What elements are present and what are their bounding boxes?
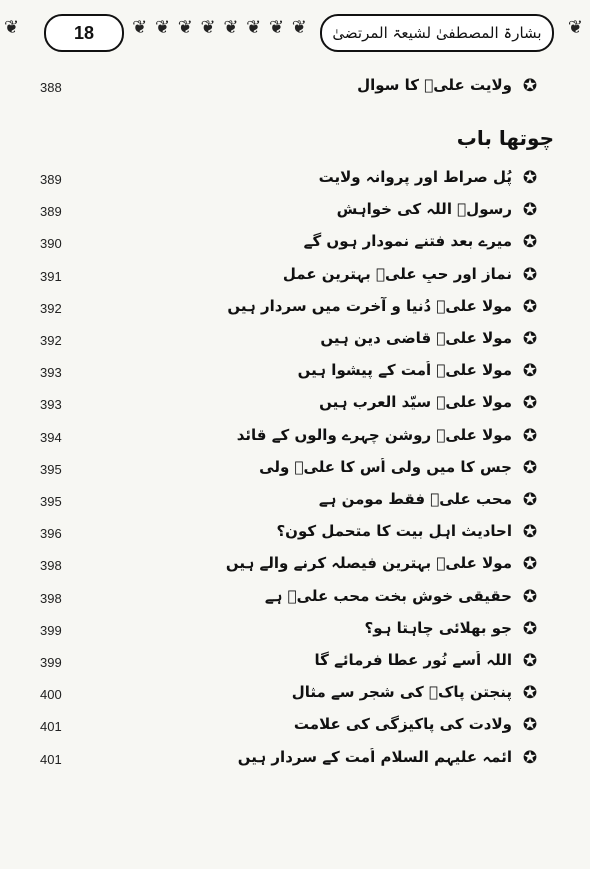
star-bullet-icon: ✪ [522,425,538,446]
star-bullet-icon: ✪ [522,618,538,639]
toc-page-number: 396 [40,526,62,542]
book-title: بشارۃ المصطفیٰ لشیعۃ المرتضیٰ [320,14,554,52]
star-bullet-icon: ✪ [522,747,538,768]
toc-title: محب علیؑ فقط مومن ہے [318,490,512,508]
toc-title: مولا علیؑ قاضی دین ہیں [320,329,512,347]
toc-page-number: 398 [40,590,62,606]
ornament-left-icon: ❦ [4,16,21,38]
toc-title: مولا علیؑ روشن چہرے والوں کے قائد [236,425,512,444]
toc-page-number: 394 [40,429,62,445]
toc-entry [0,166,590,196]
toc-title: رسولؐ اللہ کی خواہش [336,200,512,219]
toc-entry [0,391,590,421]
toc-title: جو بھلائی چاہتا ہو؟ [364,618,512,637]
toc-title: میرے بعد فتنے نمودار ہوں گے [303,232,512,251]
star-bullet-icon: ✪ [522,715,538,736]
star-bullet-icon: ✪ [522,586,538,607]
star-bullet-icon: ✪ [522,490,538,510]
page-number: 18 [44,14,124,52]
toc-page-number: 401 [40,751,62,767]
toc-title: پُل صراط اور پروانہ ولایت [318,168,512,186]
toc-entry [0,713,590,743]
star-bullet-icon: ✪ [522,264,538,285]
toc-page-number: 399 [40,622,62,638]
toc-page-number: 399 [40,655,62,670]
toc-entry [0,585,590,615]
toc-title: نماز اور حبِ علیؑ بہترین عمل [282,264,512,283]
star-bullet-icon: ✪ [522,554,538,575]
toc-entry [0,230,590,260]
toc-title: مولا علیؑ سیّد العرب ہیں [319,393,512,412]
toc-page-number: 389 [40,204,62,220]
chapter-heading: چوتھا باب [456,126,554,150]
ornament-right-icon: ❦ [567,16,584,38]
toc-entry [0,424,590,454]
star-bullet-icon: ✪ [522,76,538,96]
toc-page-number: 388 [40,80,62,95]
toc-entry [0,681,590,711]
star-bullet-icon: ✪ [522,393,538,414]
star-bullet-icon: ✪ [522,200,538,221]
toc-entry [0,359,590,389]
star-bullet-icon: ✪ [522,683,538,704]
star-bullet-icon: ✪ [522,361,538,382]
toc-page-number: 393 [40,397,62,413]
toc-entry [0,456,590,486]
star-bullet-icon: ✪ [522,457,538,478]
star-bullet-icon: ✪ [522,522,538,543]
toc-title: اللہ اُسے نُور عطا فرمائے گا [314,651,512,669]
page-header [0,8,590,52]
toc-page-number: 393 [40,365,62,381]
toc-entry [0,488,590,518]
toc-title: مولا علیؑ دُنیا و آخرت میں سردار ہیں [227,296,512,315]
toc-title: حقیقی خوش بخت محب علیؑ ہے [264,586,512,605]
toc-page-number: 398 [40,558,62,574]
toc-page-number: 390 [40,236,62,252]
toc-page-number: 392 [40,333,62,348]
toc-title: ائمہ علیہم السلام اُمت کے سردار ہیں [237,747,512,766]
toc-entry [0,746,590,776]
star-bullet-icon: ✪ [522,329,538,349]
toc-title: پنجتن پاکؑ کی شجر سے مثال [291,683,512,702]
toc-title: ولایت علیؑ کا سوال [357,76,512,94]
star-bullet-icon: ✪ [522,296,538,317]
toc-entry [0,552,590,582]
toc-entry [0,295,590,325]
toc-entry [0,520,590,550]
toc-title: مولا علیؑ اُمت کے پیشوا ہیں [297,361,512,380]
toc-entry [0,327,590,357]
star-bullet-icon: ✪ [522,651,538,671]
toc-page-number: 395 [40,494,62,509]
toc-page-number: 401 [40,719,62,735]
toc-entry [0,263,590,293]
star-bullet-icon: ✪ [522,232,538,253]
toc-page-number: 392 [40,300,62,316]
toc-page-number: 391 [40,268,62,284]
toc-title: مولا علیؑ بہترین فیصلہ کرنے والے ہیں [225,554,512,573]
toc-title: ولادت کی پاکیزگی کی علامت [293,715,512,734]
toc-page-number: 400 [40,687,62,703]
toc-title: احادیث اہلِ بیت کا متحمل کون؟ [276,522,512,541]
toc-title: جس کا میں ولی اُس کا علیؑ ولی [259,457,512,476]
star-bullet-icon: ✪ [522,168,538,188]
ornament-border-icon: ❦ ❦ ❦ ❦ ❦ ❦ ❦ ❦ [132,16,308,38]
toc-entry [0,198,590,228]
toc-entry [0,74,590,104]
toc-entry [0,617,590,647]
toc-entry [0,649,590,679]
toc-page-number: 395 [40,461,62,477]
toc-page-number: 389 [40,172,62,187]
